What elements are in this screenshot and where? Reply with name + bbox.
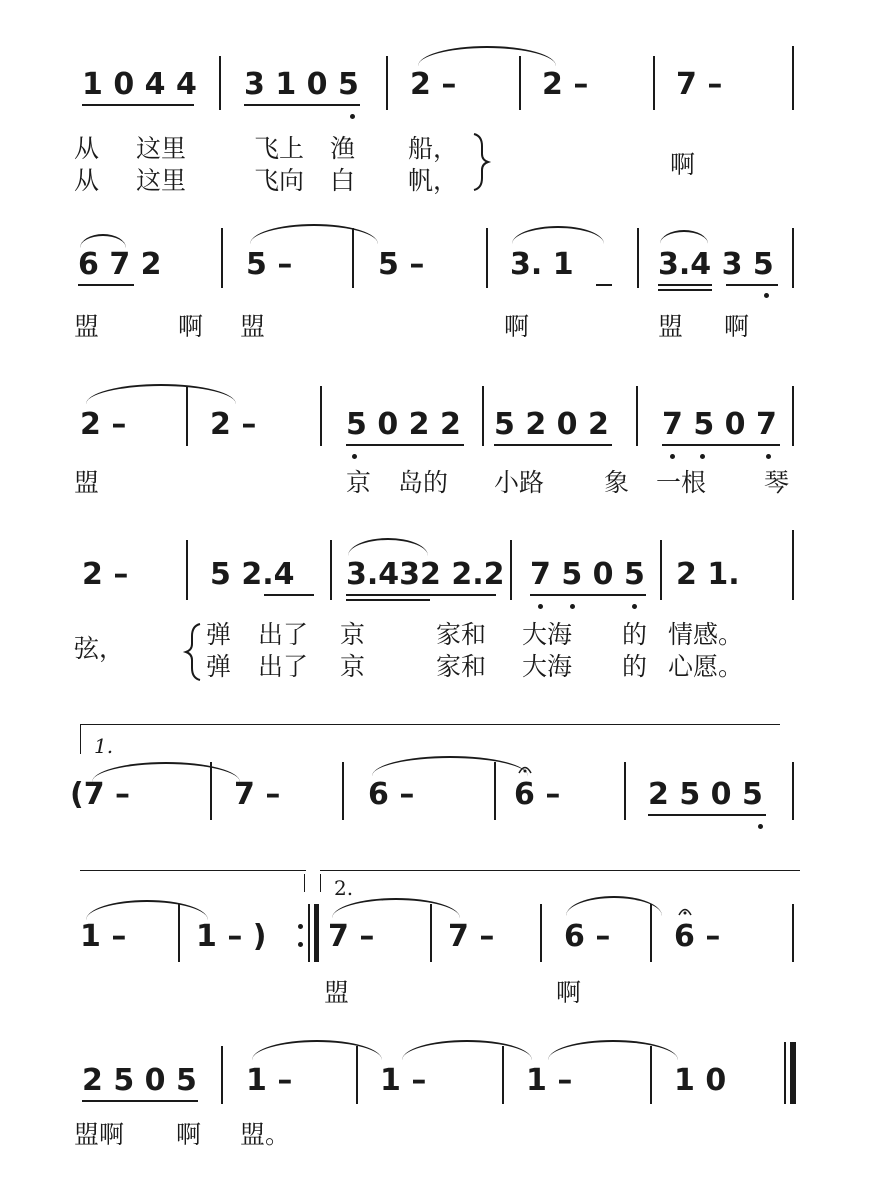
low-dot — [570, 604, 575, 609]
lyric: 京 — [340, 652, 366, 681]
notes-m2: 1 – — [246, 1063, 293, 1098]
underline — [82, 1100, 198, 1102]
lyric: 飞向 — [254, 166, 305, 195]
notes-m1: 2 – — [80, 407, 127, 442]
barline — [486, 228, 488, 288]
notes-m1: 1 – — [80, 919, 127, 954]
lyric: 家和 — [436, 652, 487, 681]
underline — [648, 814, 766, 816]
notes-m1: 2 – — [82, 557, 129, 592]
slur — [250, 224, 378, 244]
underline — [346, 594, 496, 596]
low-dot — [670, 454, 675, 459]
notes-m4: 3. 1 — [510, 247, 574, 282]
lyric: 盟。 — [240, 1120, 291, 1149]
repeat-barline — [308, 904, 310, 962]
lyric: 盟 — [240, 312, 266, 341]
lyric: 这里 — [136, 166, 187, 195]
underline — [658, 284, 712, 286]
notes-m1: 2 5 0 5 — [82, 1063, 197, 1098]
volta-label: 1. — [94, 734, 114, 758]
repeat-dot — [298, 924, 303, 929]
slur — [512, 226, 604, 244]
barline — [221, 228, 223, 288]
final-barline — [790, 1042, 796, 1104]
underline — [82, 104, 194, 106]
low-dot — [632, 604, 637, 609]
lyric: 象 — [604, 468, 630, 497]
low-dot — [352, 454, 357, 459]
lyric: 盟啊 — [74, 1120, 125, 1149]
barline — [342, 762, 344, 820]
lyric: 渔 — [330, 134, 356, 163]
slur — [548, 1040, 678, 1060]
lyric: 大海 — [522, 620, 573, 649]
lyric: 啊 — [504, 312, 530, 341]
barline — [792, 530, 794, 600]
repeat-barline — [314, 904, 319, 962]
lyric: 心愿。 — [668, 652, 744, 681]
volta-bracket — [80, 724, 780, 725]
barline — [540, 904, 542, 962]
lyric: 的 — [622, 652, 648, 681]
underline — [346, 444, 464, 446]
volta-label: 2. — [334, 876, 354, 900]
barline — [178, 904, 180, 962]
slur — [660, 230, 708, 244]
volta-bracket — [304, 874, 305, 892]
barline — [221, 1046, 223, 1104]
notes-m5: 2 5 0 5 — [648, 777, 763, 812]
underline — [530, 594, 646, 596]
low-dot — [700, 454, 705, 459]
low-dot — [758, 824, 763, 829]
volta-bracket — [320, 870, 800, 871]
brace — [470, 132, 490, 192]
low-dot — [538, 604, 543, 609]
notes-m3: 5 0 2 2 — [346, 407, 461, 442]
notes-m2: 5 – — [246, 247, 293, 282]
barline — [430, 904, 432, 962]
notes-m4: 7 – — [448, 919, 495, 954]
lyric: 从 — [74, 166, 100, 195]
slur — [86, 900, 208, 920]
notes-m2: 5 2.4 — [210, 557, 295, 592]
lyric: 啊 — [178, 312, 204, 341]
notes-m1: 1 0 4 4 — [82, 67, 197, 102]
notes-m4: 2 – — [542, 67, 589, 102]
underline — [244, 104, 360, 106]
notes-m4: 5 2 0 2 — [494, 407, 609, 442]
lyric: 啊 — [670, 150, 696, 179]
lyric: 白 — [330, 166, 356, 195]
barline — [792, 904, 794, 962]
barline — [356, 1046, 358, 1104]
barline — [792, 46, 794, 110]
barline — [650, 1046, 652, 1104]
lyric: 出了 — [258, 620, 309, 649]
barline — [519, 56, 521, 110]
lyric: 弦， — [74, 634, 125, 663]
underline — [658, 289, 712, 291]
lyric: 一根 — [656, 468, 707, 497]
notes-m3: 1 – — [380, 1063, 427, 1098]
underline — [726, 284, 778, 286]
barline — [637, 228, 639, 288]
slur — [566, 896, 662, 916]
barline — [186, 386, 188, 446]
volta-bracket — [320, 874, 321, 892]
barline — [210, 762, 212, 820]
slur — [252, 1040, 382, 1060]
lyric: 的 — [622, 620, 648, 649]
slur — [348, 538, 428, 556]
lyric: 盟 — [324, 978, 350, 1007]
barline — [386, 56, 388, 110]
notes-m4: 6 – — [514, 777, 561, 812]
notes-m1: 6 7 2 — [78, 247, 162, 282]
barline — [792, 228, 794, 288]
lyric: 弹 — [206, 620, 232, 649]
barline — [482, 386, 484, 446]
lyric: 家和 — [436, 620, 487, 649]
slur — [332, 898, 460, 918]
underline — [596, 284, 612, 286]
underline — [78, 284, 134, 286]
slur — [372, 756, 528, 776]
notes-m3: 5 – — [378, 247, 425, 282]
barline — [330, 540, 332, 600]
notes-m3: 6 – — [368, 777, 415, 812]
notes-m2: 7 – — [234, 777, 281, 812]
lyric: 京 — [346, 468, 372, 497]
lyric: 大海 — [522, 652, 573, 681]
barline — [320, 386, 322, 446]
volta-bracket — [80, 870, 306, 871]
slur — [80, 234, 126, 248]
underline — [662, 444, 780, 446]
barline — [624, 762, 626, 820]
slur — [402, 1040, 532, 1060]
barline — [792, 762, 794, 820]
notes-m5: 7 5 0 7 — [662, 407, 777, 442]
slur — [418, 46, 556, 66]
repeat-dot — [298, 942, 303, 947]
low-dot — [350, 114, 355, 119]
notes-m4: 7 5 0 5 — [530, 557, 645, 592]
underline — [346, 599, 430, 601]
notes-m5: 2 1. — [676, 557, 740, 592]
slur — [86, 384, 236, 404]
barline — [502, 1046, 504, 1104]
barline — [352, 228, 354, 288]
barline — [792, 386, 794, 446]
notes-m5: 7 – — [676, 67, 723, 102]
lyric: 啊 — [556, 978, 582, 1007]
lyric: 啊 — [724, 312, 750, 341]
lyric: 小路 — [494, 468, 545, 497]
notes-m2: 3 1 0 5 — [244, 67, 359, 102]
barline — [186, 540, 188, 600]
lyric: 出了 — [258, 652, 309, 681]
notes-m1: (7 – — [70, 777, 131, 812]
notes-m5: 6 – — [564, 919, 611, 954]
notes-m3: 7 – — [328, 919, 375, 954]
lyric: 啊 — [176, 1120, 202, 1149]
barline — [636, 386, 638, 446]
fermata-icon — [678, 906, 692, 916]
barline — [219, 56, 221, 110]
notes-m2: 2 – — [210, 407, 257, 442]
notes-m3: 3.432 2.2 — [346, 557, 505, 592]
fermata-icon — [518, 764, 532, 774]
brace — [186, 622, 202, 682]
notes-m3: 2 – — [410, 67, 457, 102]
barline — [494, 762, 496, 820]
lyric: 岛的 — [398, 468, 449, 497]
lyric: 这里 — [136, 134, 187, 163]
lyric: 弹 — [206, 652, 232, 681]
low-dot — [764, 293, 769, 298]
volta-bracket — [80, 724, 81, 754]
barline — [650, 904, 652, 962]
barline — [510, 540, 512, 600]
barline — [660, 540, 662, 600]
notes-m5: 1 0 — [674, 1063, 727, 1098]
underline — [494, 444, 612, 446]
lyric: 帆， — [408, 166, 459, 195]
final-barline — [784, 1042, 786, 1104]
lyric: 飞上 — [254, 134, 305, 163]
lyric: 盟 — [74, 312, 100, 341]
barline — [653, 56, 655, 110]
lyric: 盟 — [658, 312, 684, 341]
lyric: 京 — [340, 620, 366, 649]
notes-m2: 1 – ) — [196, 919, 267, 954]
lyric: 船， — [408, 134, 459, 163]
lyric: 情感。 — [668, 620, 744, 649]
lyric: 盟 — [74, 468, 100, 497]
notes-m4: 1 – — [526, 1063, 573, 1098]
notes-m5: 3.4 3 5 — [658, 247, 774, 282]
lyric: 琴 — [764, 468, 790, 497]
underline — [264, 594, 314, 596]
lyric: 从 — [74, 134, 100, 163]
notes-m6: 6 – — [674, 919, 721, 954]
low-dot — [766, 454, 771, 459]
